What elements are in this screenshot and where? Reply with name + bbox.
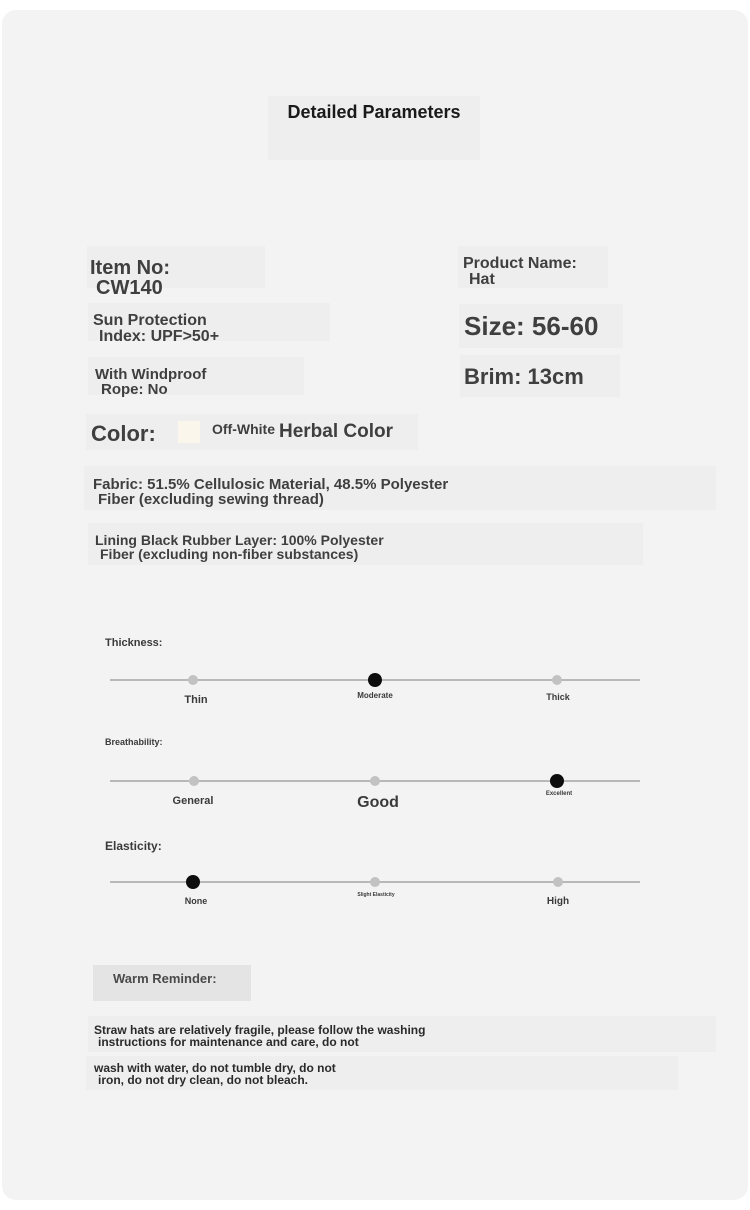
lining-line2: Fiber (excluding non-fiber substances) (100, 546, 359, 562)
elasticity-dot-none (186, 875, 200, 889)
color-swatch-name: Off-White (212, 421, 275, 437)
thickness-label: Thickness: (105, 637, 163, 649)
thickness-dot-thin (188, 675, 198, 685)
reminder-text-1 (94, 1024, 425, 1048)
thickness-dot-moderate (368, 673, 382, 687)
elasticity-option-none: None (184, 896, 208, 906)
fabric-line2: Fiber (excluding sewing thread) (98, 491, 324, 508)
windproof-line2: Rope: No (101, 381, 168, 398)
sun-protection-line2: Index: UPF>50+ (99, 328, 220, 345)
lining-line1: Lining Black Rubber Layer: 100% Polyester (95, 532, 384, 548)
brim-spec: Brim: 13cm (464, 364, 584, 389)
color-swatch (178, 421, 200, 443)
fabric-spec (93, 477, 448, 507)
breathability-option-good: Good (357, 794, 399, 811)
thickness-option-thick: Thick (546, 692, 570, 702)
color-name: Herbal Color (279, 421, 394, 442)
product-name-label: Product Name: (463, 255, 577, 272)
size-spec: Size: 56-60 (464, 311, 599, 341)
elasticity-dot-slight (370, 877, 380, 887)
item-no-value: CW140 (96, 277, 163, 299)
reminder-line4: iron, do not dry clean, do not bleach. (98, 1073, 309, 1087)
elasticity-option-high: High (546, 896, 570, 907)
thickness-option-moderate: Moderate (357, 691, 393, 700)
lining-spec (95, 533, 384, 561)
breathability-option-general: General (172, 795, 214, 807)
elasticity-label: Elasticity: (105, 839, 162, 853)
item-no (90, 258, 170, 298)
breathability-dot-general (189, 776, 199, 786)
sun-protection (93, 313, 219, 345)
windproof-line1: With Windproof (95, 366, 207, 383)
windproof-rope (95, 367, 206, 397)
product-name-value: Hat (469, 271, 495, 288)
fabric-line1: Fabric: 51.5% Cellulosic Material, 48.5% Polyester (93, 476, 449, 493)
breathability-option-excellent: Excellent (545, 791, 573, 797)
reminder-line3: wash with water, do not tumble dry, do not (94, 1061, 336, 1075)
sun-protection-line1: Sun Protection (93, 312, 207, 329)
elasticity-option-slight: Slight Elasticity (357, 892, 395, 898)
thickness-option-thin: Thin (184, 694, 208, 706)
product-name (463, 256, 577, 288)
breathability-label: Breathability: (105, 737, 163, 747)
elasticity-dot-high (553, 877, 563, 887)
color-label: Color: (91, 421, 156, 446)
thickness-dot-thick (552, 675, 562, 685)
reminder-line1: Straw hats are relatively fragile, please follow the washing (94, 1023, 426, 1037)
page-title-text: Detailed Parameters (287, 102, 461, 122)
item-no-label: Item No: (90, 257, 170, 279)
breathability-dot-good (370, 776, 380, 786)
warm-reminder-title: Warm Reminder: (113, 971, 217, 986)
reminder-line2: instructions for maintenance and care, do not (98, 1035, 359, 1049)
page-title (268, 96, 480, 160)
reminder-text-2 (94, 1062, 336, 1086)
breathability-dot-excellent (550, 774, 564, 788)
